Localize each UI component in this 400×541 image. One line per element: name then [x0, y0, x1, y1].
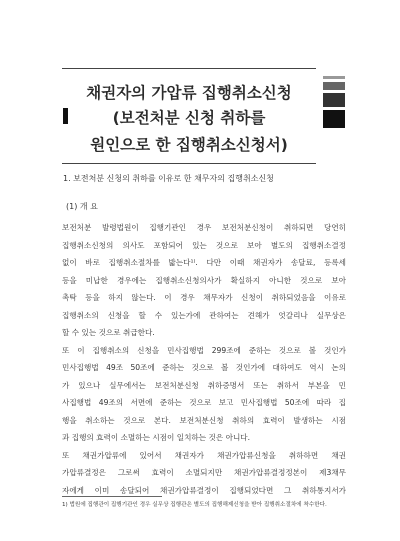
- title-right-decoration: [323, 76, 345, 128]
- body-line: 보전처분 발령법원이 집행기관인 경우 보전처분신청이 취하되면 당연히: [62, 223, 346, 232]
- body-line: 민사집행법 49조 50조에 준하는 것으로 볼 것인가에 대하여도 역시 논의: [62, 363, 346, 372]
- body-text: [62, 219, 346, 499]
- title-left-marker: [63, 108, 68, 124]
- body-line: 집행취소의 신청을 할 수 있는가에 관하여는 견해가 엇갈리나 실무상은: [62, 310, 346, 320]
- body-line: 집행취소신청의 의사도 포함되어 있는 것으로 보아 별도의 집행취소결정: [62, 240, 346, 250]
- body-line: 자에게 이미 송달되어 채권가압류결정이 집행되었다면 그 취하통지서가: [62, 485, 346, 495]
- section-heading: 1. 보전처분 신청의 취하를 이유로 한 채무자의 집행취소신청: [63, 174, 274, 183]
- title-line-1: 채권자의 가압류 집행취소신청: [86, 84, 292, 102]
- title-line-2: (보전처분 신청 취하를: [112, 109, 266, 127]
- body-line: 또 이 집행취소의 신청을 민사집행법 299조에 준하는 것으로 볼 것인가: [62, 345, 346, 355]
- title-line-3: 원인으로 한 집행취소신청서): [90, 136, 288, 154]
- body-line: 없이 바로 집행취소절차를 밟는다¹⁾. 다만 이때 채권자가 송달료, 등록세: [62, 258, 346, 267]
- footnote-divider: [62, 496, 162, 497]
- footnote: 1) 법원에 집행관이 집행기관인 경우 실무상 집행관은 별도의 집행해제신청을 받아 집행취소절차에 착수한다.: [62, 502, 327, 508]
- subheading: (1) 개 요: [66, 202, 98, 211]
- body-line: 가압류결정은 그로써 효력이 소멸되지만 채권가압류결정정본이 제3채무: [62, 468, 346, 477]
- body-line: 촉탁 등을 하지 않는다. 이 경우 채무자가 신청이 취하되었음을 이유로: [62, 293, 346, 302]
- body-line: 또 채권가압류에 있어서 채권자가 채권가압류신청을 취하하면 채권: [62, 450, 346, 460]
- body-line: 행을 취소하는 것으로 본다. 보전처분신청 취하의 효력이 발생하는 시점: [62, 415, 346, 425]
- body-line: 가 있으나 실무에서는 보전처분신청 취하증명서 또는 취하서 부본을 민: [62, 380, 346, 390]
- body-line: 할 수 있는 것으로 취급한다.: [62, 328, 155, 337]
- body-line: 과 집행의 효력이 소멸하는 시점이 일치하는 것은 아니다.: [62, 433, 251, 442]
- body-line: 사집행법 49조의 서면에 준하는 것으로 보고 민사집행법 50조에 따라 집: [62, 398, 346, 407]
- body-line: 등을 미납한 경우에는 집행취소신청의사가 확실하지 아니한 것으로 보아: [62, 275, 346, 285]
- document-title-box: [62, 68, 316, 164]
